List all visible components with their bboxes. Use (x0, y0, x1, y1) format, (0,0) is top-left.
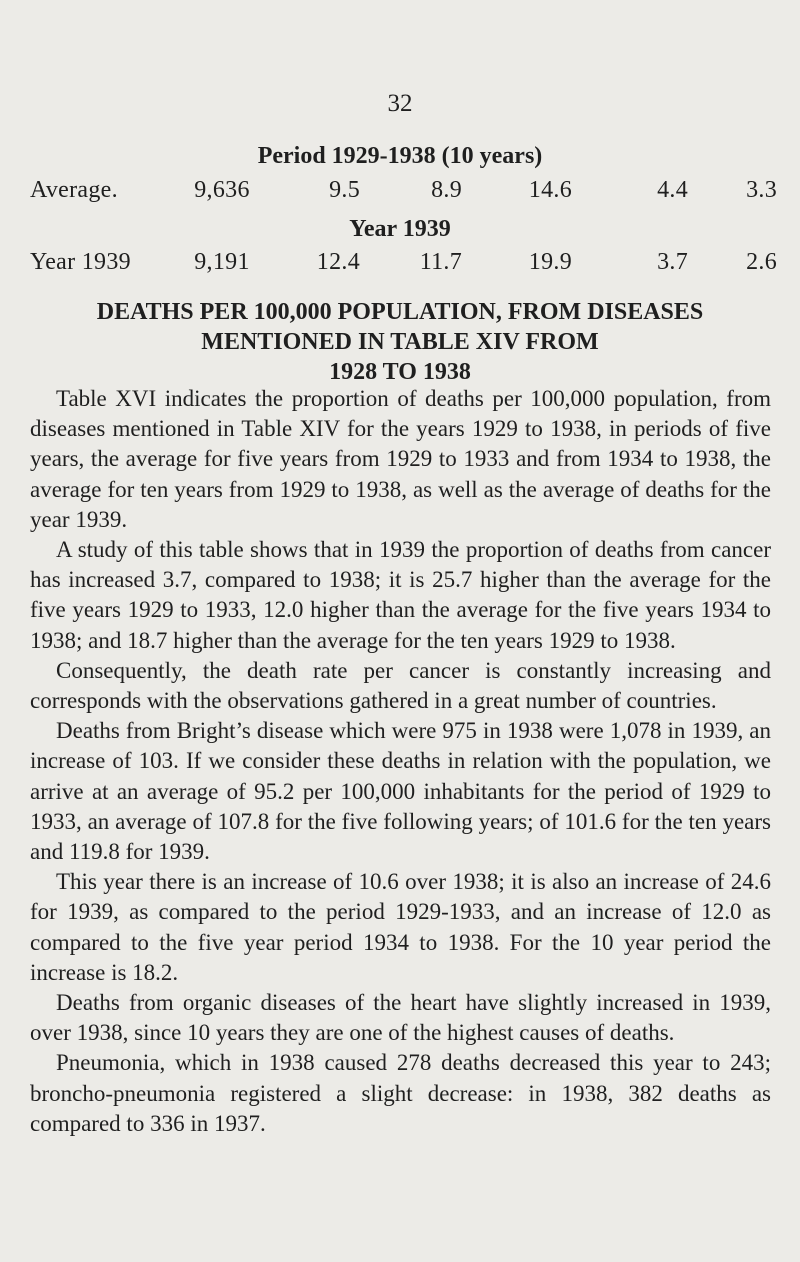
year-row-value-2: 11.7 (419, 249, 462, 275)
year-row (0, 249, 800, 281)
average-row (0, 177, 800, 209)
average-row-value-5: 3.3 (746, 177, 777, 203)
average-row-value-1: 9.5 (329, 177, 360, 203)
year-row-deaths: 9,191 (194, 249, 250, 275)
paragraph: Table XVI indicates the proportion of deaths per 100,000 population, from diseases mentioned in Table XIV for the years 1929 to 1938, in periods of five years, the average for five years from 1929 to 1933 and from 1934 to 1938, the average for ten years from 1929 to 1938, as well as the average of deaths for the year 1939. (30, 386, 771, 532)
section-heading (0, 297, 800, 387)
section-heading-line-1: DEATHS PER 100,000 POPULATION, FROM DISEASES (96, 299, 704, 325)
year-row-label: Year 1939 (30, 249, 131, 275)
paragraph: This year there is an increase of 10.6 over 1938; it is also an increase of 24.6 for 1939, as compared to the period 1929-1933, and an increase of 12.0 as compared to the five year period 1934 to 1938. For the 10 year period the increase is 18.2. (30, 869, 771, 985)
section-heading-line-2: MENTIONED IN TABLE XIV FROM (201, 329, 599, 355)
body-text (30, 384, 771, 1139)
year-row-value-5: 2.6 (746, 249, 777, 275)
average-row-deaths: 9,636 (194, 177, 250, 203)
paragraph: Deaths from Bright’s disease which were 975 in 1938 were 1,078 in 1939, an increase of 103. If we consider these deaths in relation with the population, we arrive at an average of 95.2 per 100,000 inhabitants for the period of 1929 to 1933, an average of 107.8 for the five following years; of 101.6 for the ten years and 119.8 for 1939. (30, 718, 771, 865)
average-row-value-4: 4.4 (657, 177, 688, 203)
year-row-value-3: 19.9 (528, 249, 572, 275)
year-row-value-1: 12.4 (316, 249, 360, 275)
paragraph: Pneumonia, which in 1938 caused 278 deaths decreased this year to 243; broncho-pneumonia registered a slight decrease: in 1938, 382 deaths as compared to 336 in 1937. (30, 1050, 771, 1136)
average-row-label: Average. (30, 177, 118, 203)
average-row-value-3: 14.6 (528, 177, 572, 203)
year-caption: Year 1939 (349, 216, 451, 242)
page-number: 32 (387, 90, 413, 117)
paragraph: Consequently, the death rate per cancer is constantly increasing and corresponds with the observations gathered in a great number of countries. (30, 657, 771, 714)
year-row-value-4: 3.7 (657, 249, 688, 275)
paragraph: Deaths from organic diseases of the heart have slightly increased in 1939, over 1938, since 10 years they are one of the highest causes of deaths. (30, 990, 771, 1046)
section-heading-line-3: 1928 TO 1938 (329, 359, 471, 385)
period-caption: Period 1929-1938 (10 years) (257, 143, 543, 169)
paragraph: A study of this table shows that in 1939 the proportion of deaths from cancer has increased 3.7, compared to 1938; it is 25.7 higher than the average for the five years 1929 to 1933, 12.0 higher than the average for the five years 1934 to 1938; and 18.7 higher than the average for the ten years 1929 to 1938. (30, 537, 771, 653)
average-row-value-2: 8.9 (431, 177, 462, 203)
